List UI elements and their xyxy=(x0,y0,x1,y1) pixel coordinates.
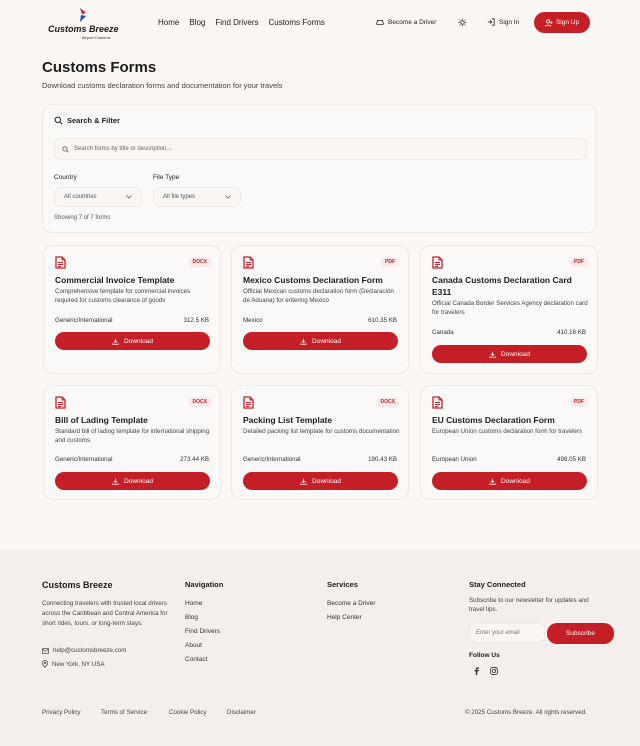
file-text-icon xyxy=(243,396,254,409)
download-label: Download xyxy=(124,337,153,345)
footer-services-heading: Services xyxy=(327,580,358,589)
form-title: EU Customs Declaration Form xyxy=(432,415,555,425)
file-type-badge: DOCX xyxy=(189,257,211,267)
footer-link-find-drivers[interactable]: Find Drivers xyxy=(185,628,221,635)
terms-of-service-link[interactable]: Terms of Service xyxy=(101,709,148,716)
download-icon xyxy=(489,478,496,485)
form-region: Generic/International xyxy=(243,456,301,463)
cookie-policy-link[interactable]: Cookie Policy xyxy=(169,709,207,716)
map-pin-icon xyxy=(42,660,48,668)
email-placeholder: Enter your email xyxy=(476,630,520,636)
download-label: Download xyxy=(501,477,530,485)
mail-icon xyxy=(42,648,49,654)
page-subtitle: Download customs declaration forms and documentation for your travels xyxy=(42,81,283,90)
nav-home[interactable]: Home xyxy=(158,18,180,27)
footer-nav-heading: Navigation xyxy=(185,580,224,589)
results-count: Showing 7 of 7 forms xyxy=(54,215,111,221)
become-driver-label: Become a Driver xyxy=(388,18,437,26)
form-file-size: 410.16 KB xyxy=(557,329,586,336)
instagram-icon[interactable] xyxy=(490,667,498,675)
form-region: Generic/International xyxy=(55,317,113,324)
download-icon xyxy=(112,338,119,345)
footer-email-text: help@customsbreeze.com xyxy=(53,647,127,654)
chevron-down-icon xyxy=(126,195,132,199)
form-description: Detailed packing list template for customs documentation xyxy=(243,428,400,435)
download-button[interactable] xyxy=(432,472,587,490)
file-type-label: File Type xyxy=(153,174,180,181)
form-title: Packing List Template xyxy=(243,415,333,425)
brand-subtitle: Airport Customs xyxy=(82,35,111,40)
form-region: European Union xyxy=(432,456,477,463)
search-input[interactable] xyxy=(54,138,587,160)
footer-location xyxy=(42,660,105,668)
form-title: Mexico Customs Declaration Form xyxy=(243,275,383,285)
download-label: Download xyxy=(312,337,341,345)
brand-logo[interactable] xyxy=(48,7,120,39)
footer-link-blog[interactable]: Blog xyxy=(185,614,199,621)
file-type-badge: DOCX xyxy=(377,397,399,407)
form-description: Comprehensive template for commercial invoices required for customs clearance of goods xyxy=(55,288,191,304)
main-nav xyxy=(158,18,325,27)
filter-heading xyxy=(54,116,120,125)
file-text-icon xyxy=(55,396,66,409)
form-description: Official Canada Border Services Agency declaration card for travelers xyxy=(432,300,588,316)
facebook-icon[interactable] xyxy=(473,667,480,675)
copyright: © 2025 Customs Breeze. All rights reserved. xyxy=(465,709,587,716)
search-placeholder: Search forms by title or description... xyxy=(74,146,172,152)
form-description: European Union customs declaration form for travelers xyxy=(432,428,582,435)
form-title: Commercial Invoice Template xyxy=(55,275,175,285)
file-type-value: All file types xyxy=(163,194,196,200)
follow-us-heading: Follow Us xyxy=(469,652,500,659)
footer-email[interactable] xyxy=(42,647,126,654)
plane-logo-icon xyxy=(78,7,88,23)
form-region: Mexico xyxy=(243,317,263,324)
car-icon xyxy=(376,18,384,26)
form-card xyxy=(420,385,598,500)
sign-in-link[interactable] xyxy=(487,18,519,26)
download-icon xyxy=(300,338,307,345)
file-type-select[interactable] xyxy=(153,187,241,207)
footer-brand: Customs Breeze xyxy=(42,580,113,590)
search-filter-panel xyxy=(42,104,597,233)
download-label: Download xyxy=(124,477,153,485)
form-region: Canada xyxy=(432,329,454,336)
form-file-size: 273.44 KB xyxy=(180,456,209,463)
footer-connect-heading: Stay Connected xyxy=(469,580,526,589)
sign-up-label: Sign Up xyxy=(555,19,580,26)
page-title: Customs Forms xyxy=(42,59,157,76)
download-button[interactable] xyxy=(243,332,398,350)
disclaimer-link[interactable]: Disclaimer xyxy=(227,709,256,716)
brand-name: Customs Breeze xyxy=(48,24,119,34)
nav-find-drivers[interactable]: Find Drivers xyxy=(215,18,259,27)
footer-link-become-driver[interactable]: Become a Driver xyxy=(327,600,376,607)
nav-blog[interactable]: Blog xyxy=(189,18,206,27)
form-file-size: 610.35 KB xyxy=(368,317,397,324)
form-file-size: 312.5 KB xyxy=(183,317,209,324)
download-icon xyxy=(300,478,307,485)
file-text-icon xyxy=(432,256,443,269)
country-label: Country xyxy=(54,174,77,181)
file-text-icon xyxy=(432,396,443,409)
site-header xyxy=(0,0,640,46)
become-driver-link[interactable] xyxy=(376,18,436,26)
footer-description: Connecting travelers with trusted local drivers across the Caribbean and Central America for short rides, tours, or long-term stays. xyxy=(42,600,168,627)
file-type-badge: PDF xyxy=(570,397,588,407)
form-description: Official Mexican customs declaration form (Declaración de Aduana) for entering Mexico xyxy=(243,288,394,304)
newsletter-text: Subscribe to our newsletter for updates and travel tips. xyxy=(469,597,589,613)
file-text-icon xyxy=(243,256,254,269)
chevron-down-icon xyxy=(225,195,231,199)
footer-link-help-center[interactable]: Help Center xyxy=(327,614,362,621)
download-button[interactable] xyxy=(55,332,210,350)
download-label: Download xyxy=(312,477,341,485)
form-description: Standard bill of lading template for international shipping and customs xyxy=(55,428,210,444)
search-icon xyxy=(62,146,69,153)
filter-title: Search & Filter xyxy=(67,116,120,125)
download-button[interactable] xyxy=(243,472,398,490)
form-card xyxy=(231,385,409,500)
country-select[interactable] xyxy=(54,187,142,207)
download-icon xyxy=(112,478,119,485)
user-plus-icon xyxy=(545,19,553,27)
subscribe-button[interactable] xyxy=(547,623,614,644)
download-button[interactable] xyxy=(55,472,210,490)
form-card xyxy=(43,245,221,374)
form-region: Generic/International xyxy=(55,456,113,463)
form-card xyxy=(231,245,409,374)
download-button[interactable] xyxy=(432,345,587,363)
privacy-policy-link[interactable]: Privacy Policy xyxy=(42,709,81,716)
newsletter-email-input[interactable] xyxy=(469,623,545,643)
form-title: Bill of Lading Template xyxy=(55,415,148,425)
file-text-icon xyxy=(55,256,66,269)
form-card xyxy=(420,245,598,374)
footer-location-text: New York, NY USA xyxy=(52,660,105,668)
file-type-badge: DOCX xyxy=(189,397,211,407)
download-icon xyxy=(489,351,496,358)
form-file-size: 498.05 KB xyxy=(557,456,586,463)
sign-in-icon xyxy=(487,18,495,26)
footer-link-about[interactable]: About xyxy=(185,642,202,649)
footer-link-home[interactable]: Home xyxy=(185,600,203,607)
sign-up-button[interactable] xyxy=(534,12,590,33)
file-type-badge: PDF xyxy=(381,257,399,267)
form-title: Canada Customs Declaration Card E311 xyxy=(432,275,572,297)
subscribe-label: Subscribe xyxy=(566,630,595,637)
footer-link-contact[interactable]: Contact xyxy=(185,656,208,663)
form-file-size: 190.43 KB xyxy=(368,456,397,463)
nav-customs-forms[interactable]: Customs Forms xyxy=(268,18,325,27)
form-card xyxy=(43,385,221,500)
download-label: Download xyxy=(501,350,530,358)
theme-toggle-sun-icon[interactable] xyxy=(458,18,467,27)
file-type-badge: PDF xyxy=(570,257,588,267)
site-footer xyxy=(0,550,640,746)
search-icon xyxy=(54,116,63,125)
country-value: All countries xyxy=(64,194,97,200)
sign-in-label: Sign In xyxy=(499,18,520,26)
